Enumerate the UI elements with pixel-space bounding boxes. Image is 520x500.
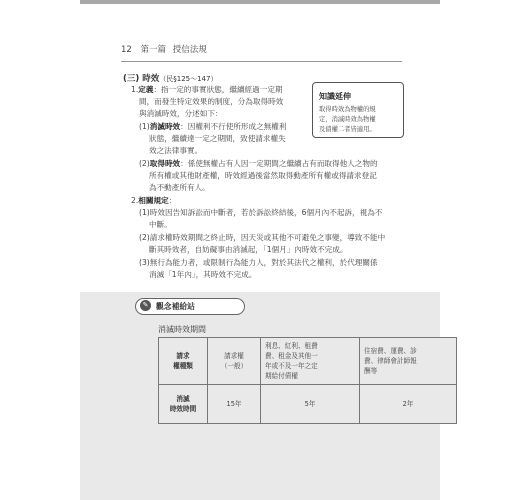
header-text: （一般）	[220, 362, 248, 370]
header-text: 利息、紅利、租費	[265, 342, 318, 350]
rule-3-line-1: (3)無行為能力者，或限制行為能力人，對於其法代之權利，於代理關係	[139, 258, 378, 267]
rule-3-line-2: 消滅「1年內」，其時效不完成。	[149, 270, 257, 279]
acquisitive-text-1: ：係使無權占有人因一定期間之繼續占有而取得他人之物的	[180, 159, 378, 168]
page-header	[121, 43, 207, 55]
page-number: 12	[121, 45, 132, 55]
header-text: 請求權	[224, 352, 244, 360]
definition-term: 定義	[138, 85, 154, 94]
extinctive-prescription-line-1	[139, 121, 286, 133]
definition-line-3: 與消滅時效，分述如下：	[139, 109, 223, 118]
extinctive-prescription-line-3: 效之法律事實。	[149, 146, 203, 155]
header-text: 請求	[176, 352, 190, 360]
value-cell: 15年	[208, 385, 261, 424]
knowledge-line-1: 取得時效為物權的規	[319, 106, 376, 113]
knowledge-extension-title: 知識延伸	[319, 92, 351, 101]
section-ref: （民§125～147）	[159, 75, 218, 83]
sub-item-number: (1)	[139, 122, 150, 131]
header-text: 酬等	[364, 367, 378, 375]
knowledge-line-3: 及債權二者皆適用。	[319, 126, 376, 133]
knowledge-line-2: 定，消滅時效為物權	[319, 116, 376, 123]
definition-line-2: 間，而發生特定效果的制度，分為取得時效	[139, 97, 284, 106]
item-number: 1.	[131, 85, 139, 94]
acquisitive-prescription-line-2: 所有權或其他財產權，時效經過後當然取得動產所有權或得請求登記	[149, 171, 377, 180]
part-label: 第一篇	[140, 45, 167, 55]
extinctive-prescription-line-2: 狀態，繼續達一定之期間，致使請求權失	[149, 134, 286, 143]
sub-item-number: (2)	[139, 159, 150, 168]
top-border	[80, 0, 440, 4]
row-label-text: 消滅	[176, 395, 190, 403]
acquisitive-prescription-line-1	[139, 158, 378, 170]
table-header-row	[159, 338, 457, 385]
header-text: 費、律師會計師報	[364, 357, 417, 365]
acquisitive-prescription-line-3: 為不動產所有人。	[149, 183, 210, 192]
header-text: 住宿費、運費、診	[364, 347, 417, 355]
rule-2-line-2: 斷其時效者，自妨礙事由消滅起，「1個月」內時效不完成。	[149, 245, 348, 254]
header-cell	[159, 338, 208, 385]
header-cell	[208, 338, 261, 385]
colon: ：	[168, 196, 177, 205]
header-cell	[261, 338, 360, 385]
row-label-cell	[159, 385, 208, 424]
pencil-icon: ✎	[140, 300, 151, 311]
section-title-text: (三) 時效	[123, 74, 160, 84]
knowledge-extension-content	[319, 105, 401, 135]
item-number: 2.	[131, 196, 139, 205]
section-title	[123, 72, 217, 84]
concept-supplement-badge	[135, 298, 245, 315]
extinctive-prescription-term: 消滅時效	[149, 122, 181, 131]
header-text: 年或不及一年之定	[265, 362, 318, 370]
related-rules-term: 相關規定	[138, 196, 169, 205]
header-text: 權種類	[173, 362, 193, 370]
extinctive-text-1: ：因權利不行使所形成之無權利	[180, 122, 287, 131]
header-text: 費、租金及其他一	[265, 352, 318, 360]
chapter-label: 授信法規	[172, 45, 207, 55]
knowledge-extension-box	[312, 82, 404, 138]
value-cell: 2年	[360, 385, 457, 424]
value-cell: 5年	[261, 385, 360, 424]
panel-title: 消滅時效期間	[158, 325, 206, 334]
row-label-text: 時效時間	[169, 405, 197, 413]
related-rules-heading	[131, 195, 176, 207]
header-cell	[360, 338, 457, 385]
header-rule	[121, 61, 402, 62]
rule-1-line-1: (1)時效因告知訴訟而中斷者，若於訴訟終結後，6個月內不起訴，視為不	[139, 208, 383, 217]
prescription-period-table	[158, 337, 457, 424]
badge-label: 觀念補給站	[156, 302, 195, 311]
table-row	[159, 385, 457, 424]
definition-line-1	[131, 84, 283, 96]
definition-text-1: ：指一定的事實狀態，繼續經過一定期	[153, 85, 283, 94]
rule-1-line-2: 中斷。	[149, 220, 172, 229]
rule-2-line-1: (2)請求權時效期間之終止時，因天災或其他不可避免之事變，導致不能中	[139, 233, 386, 242]
acquisitive-prescription-term: 取得時效	[149, 159, 181, 168]
header-text: 期給付債權	[265, 372, 298, 380]
